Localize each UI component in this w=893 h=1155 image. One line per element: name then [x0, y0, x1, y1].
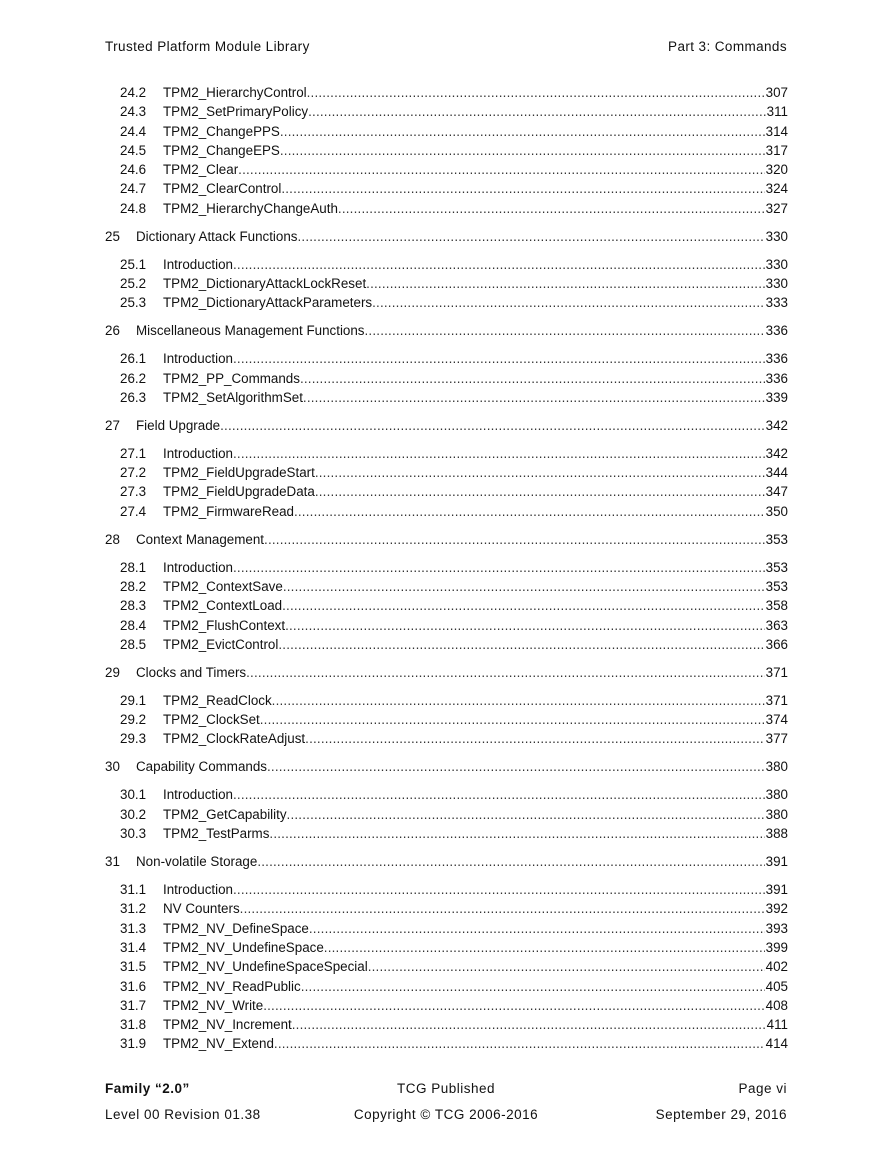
toc-entry-number: 27.4 [120, 503, 147, 519]
toc-entry-page: 330 [765, 256, 788, 272]
toc-dot-leader [272, 691, 765, 710]
toc-dot-leader [368, 957, 765, 976]
toc-entry-title: Introduction [163, 882, 233, 898]
toc-entry-page: 399 [765, 939, 788, 955]
toc-entry-number: 28.1 [120, 559, 147, 575]
toc-entry-page: 358 [765, 598, 788, 614]
toc-dot-leader [233, 558, 765, 577]
toc-entry-page: 391 [765, 854, 788, 870]
toc-entry-title: TPM2_TestParms [163, 826, 270, 842]
toc-section-entry[interactable] [105, 710, 788, 729]
toc-entry-title: TPM2_FlushContext [163, 617, 286, 633]
toc-entry-title: TPM2_SetAlgorithmSet [163, 389, 303, 405]
toc-entry-page: 366 [765, 636, 788, 652]
toc-entry-page: 411 [766, 1017, 788, 1033]
toc-entry-number: 30.1 [120, 787, 147, 803]
toc-entry-number: 24.5 [120, 142, 147, 158]
toc-entry-title: Non-volatile Storage [136, 854, 258, 870]
toc-dot-leader [324, 938, 765, 957]
toc-entry-number: 31.5 [120, 959, 147, 975]
toc-section-entry[interactable] [105, 691, 788, 710]
footer-status: TCG Published [396, 1081, 496, 1096]
toc-entry-number: 28.2 [120, 579, 147, 595]
toc-dot-leader [233, 349, 765, 368]
toc-section-entry[interactable] [105, 1015, 788, 1034]
toc-entry-page: 342 [765, 445, 788, 461]
toc-entry-number: 26 [105, 323, 120, 339]
toc-section-entry[interactable] [105, 141, 788, 160]
toc-entry-title: TPM2_ChangeEPS [163, 142, 280, 158]
toc-entry-page: 374 [765, 712, 788, 728]
toc-section-entry[interactable] [105, 577, 788, 596]
toc-entry-title: Miscellaneous Management Functions [136, 323, 365, 339]
toc-entry-number: 31.1 [120, 882, 147, 898]
toc-section-entry[interactable] [105, 255, 788, 274]
toc-entry-page: 371 [765, 692, 788, 708]
toc-section-entry[interactable] [105, 919, 788, 938]
toc-chapter-entry[interactable] [105, 757, 788, 776]
toc-entry-page: 336 [765, 370, 788, 386]
toc-section-entry[interactable] [105, 293, 788, 312]
toc-entry-page: 311 [766, 104, 788, 120]
toc-entry-number: 30 [105, 759, 120, 775]
toc-chapter-entry[interactable] [105, 530, 788, 549]
toc-dot-leader [308, 102, 766, 121]
toc-section-entry[interactable] [105, 729, 788, 748]
toc-section-entry[interactable] [105, 463, 788, 482]
toc-entry-number: 31.2 [120, 901, 147, 917]
toc-section-entry[interactable] [105, 199, 788, 218]
toc-entry-page: 393 [765, 920, 788, 936]
toc-entry-title: Dictionary Attack Functions [136, 228, 298, 244]
toc-entry-title: TPM2_PP_Commands [163, 370, 300, 386]
toc-section-entry[interactable] [105, 899, 788, 918]
footer-date: September 29, 2016 [655, 1107, 787, 1122]
page-header [105, 39, 787, 57]
toc-entry-page: 324 [765, 181, 788, 197]
toc-dot-leader [264, 530, 765, 549]
toc-entry-page: 350 [765, 503, 788, 519]
toc-entry-number: 24.7 [120, 181, 147, 197]
toc-chapter-entry[interactable] [105, 416, 788, 435]
toc-section-entry[interactable] [105, 938, 788, 957]
toc-entry-title: Introduction [163, 787, 233, 803]
toc-dot-leader [233, 255, 765, 274]
toc-dot-leader [298, 227, 765, 246]
toc-entry-page: 347 [765, 484, 788, 500]
toc-entry-number: 27 [105, 417, 120, 433]
toc-entry-page: 314 [765, 123, 788, 139]
toc-section-entry[interactable] [105, 805, 788, 824]
toc-entry-number: 27.3 [120, 484, 147, 500]
toc-entry-page: 388 [765, 826, 788, 842]
toc-entry-title: TPM2_ContextSave [163, 579, 283, 595]
toc-entry-title: TPM2_NV_Write [163, 997, 264, 1013]
header-part-title: Part 3: Commands [668, 39, 787, 54]
toc-entry-number: 31 [105, 854, 120, 870]
toc-section-entry[interactable] [105, 444, 788, 463]
toc-dot-leader [287, 805, 765, 824]
toc-entry-title: TPM2_ContextLoad [163, 598, 283, 614]
toc-entry-number: 29.1 [120, 692, 147, 708]
footer-level-revision: Level 00 Revision 01.38 [105, 1107, 261, 1122]
toc-entry-number: 31.7 [120, 997, 147, 1013]
toc-entry-page: 330 [765, 276, 788, 292]
toc-entry-number: 26.2 [120, 370, 147, 386]
toc-dot-leader [274, 1034, 765, 1053]
toc-entry-number: 29.3 [120, 731, 147, 747]
toc-dot-leader [246, 663, 765, 682]
toc-entry-number: 27.2 [120, 465, 147, 481]
footer-family: Family “2.0” [105, 1081, 190, 1096]
toc-entry-page: 377 [765, 731, 788, 747]
toc-dot-leader [285, 616, 765, 635]
toc-entry-title: TPM2_SetPrimaryPolicy [163, 104, 309, 120]
toc-dot-leader [315, 482, 765, 501]
toc-chapter-entry[interactable] [105, 852, 788, 871]
toc-entry-number: 27.1 [120, 445, 147, 461]
toc-entry-page: 333 [765, 295, 788, 311]
toc-entry-number: 30.3 [120, 826, 147, 842]
toc-dot-leader [283, 577, 765, 596]
toc-entry-page: 320 [765, 162, 788, 178]
toc-entry-number: 24.4 [120, 123, 147, 139]
toc-entry-title: Field Upgrade [136, 417, 221, 433]
toc-entry-title: TPM2_FieldUpgradeData [163, 484, 315, 500]
toc-dot-leader [372, 293, 765, 312]
toc-entry-page: 317 [765, 142, 788, 158]
toc-dot-leader [292, 1015, 766, 1034]
toc-entry-page: 380 [765, 806, 788, 822]
toc-entry-title: TPM2_FieldUpgradeStart [163, 465, 315, 481]
toc-entry-title: TPM2_GetCapability [163, 806, 287, 822]
toc-section-entry[interactable] [105, 160, 788, 179]
toc-entry-title: TPM2_ReadClock [163, 692, 272, 708]
toc-section-entry[interactable] [105, 83, 788, 102]
toc-entry-title: TPM2_NV_DefineSpace [163, 920, 309, 936]
toc-entry-number: 31.6 [120, 978, 147, 994]
toc-chapter-entry[interactable] [105, 227, 788, 246]
toc-entry-number: 24.8 [120, 200, 147, 216]
toc-dot-leader [307, 83, 765, 102]
toc-entry-title: TPM2_ClockRateAdjust [163, 731, 306, 747]
toc-dot-leader [305, 729, 765, 748]
toc-dot-leader [365, 321, 765, 340]
header-document-title: Trusted Platform Module Library [105, 39, 310, 54]
toc-entry-number: 30.2 [120, 806, 147, 822]
toc-entry-number: 28 [105, 531, 120, 547]
toc-dot-leader [240, 899, 765, 918]
toc-entry-number: 28.4 [120, 617, 147, 633]
toc-entry-page: 353 [765, 531, 788, 547]
toc-entry-title: TPM2_NV_Extend [163, 1036, 274, 1052]
toc-entry-number: 24.3 [120, 104, 147, 120]
toc-chapter-entry[interactable] [105, 663, 788, 682]
toc-section-entry[interactable] [105, 274, 788, 293]
toc-dot-leader [338, 199, 765, 218]
toc-entry-title: Introduction [163, 445, 233, 461]
toc-dot-leader [233, 444, 765, 463]
toc-entry-page: 339 [765, 389, 788, 405]
toc-entry-page: 353 [765, 579, 788, 595]
toc-entry-page: 392 [765, 901, 788, 917]
toc-entry-title: TPM2_ClearControl [163, 181, 282, 197]
toc-entry-page: 336 [765, 323, 788, 339]
toc-dot-leader [233, 785, 765, 804]
toc-section-entry[interactable] [105, 388, 788, 407]
toc-dot-leader [309, 919, 765, 938]
toc-entry-title: Capability Commands [136, 759, 267, 775]
toc-entry-title: TPM2_Clear [163, 162, 239, 178]
toc-entry-title: TPM2_FirmwareRead [163, 503, 294, 519]
toc-section-entry[interactable] [105, 957, 788, 976]
toc-section-entry[interactable] [105, 179, 788, 198]
toc-entry-number: 25.2 [120, 276, 147, 292]
toc-entry-title: Clocks and Timers [136, 664, 247, 680]
toc-section-entry[interactable] [105, 502, 788, 521]
toc-entry-title: NV Counters [163, 901, 240, 917]
toc-entry-number: 29 [105, 664, 120, 680]
toc-dot-leader [267, 757, 765, 776]
toc-entry-page: 307 [765, 85, 788, 100]
toc-section-entry[interactable] [105, 996, 788, 1015]
table-of-contents [105, 83, 788, 1054]
toc-entry-page: 344 [765, 465, 788, 481]
toc-dot-leader [303, 388, 765, 407]
footer-copyright: Copyright © TCG 2006-2016 [353, 1107, 539, 1122]
toc-entry-number: 25 [105, 228, 120, 244]
toc-entry-number: 24.2 [120, 85, 147, 100]
toc-entry-title: TPM2_HierarchyControl [163, 85, 307, 100]
toc-section-entry[interactable] [105, 824, 788, 843]
toc-entry-number: 25.3 [120, 295, 147, 311]
toc-section-entry[interactable] [105, 122, 788, 141]
toc-dot-leader [300, 369, 765, 388]
toc-entry-title: TPM2_HierarchyChangeAuth [163, 200, 338, 216]
toc-section-entry[interactable] [105, 349, 788, 368]
toc-dot-leader [233, 880, 765, 899]
toc-entry-title: TPM2_DictionaryAttackParameters [163, 295, 373, 311]
toc-entry-page: 336 [765, 351, 788, 367]
toc-section-entry[interactable] [105, 102, 788, 121]
toc-entry-title: TPM2_NV_ReadPublic [163, 978, 301, 994]
toc-entry-title: TPM2_NV_UndefineSpaceSpecial [163, 959, 368, 975]
toc-entry-number: 25.1 [120, 256, 147, 272]
toc-section-entry[interactable] [105, 880, 788, 899]
toc-dot-leader [260, 710, 765, 729]
toc-entry-page: 363 [765, 617, 788, 633]
toc-entry-title: TPM2_NV_UndefineSpace [163, 939, 324, 955]
toc-entry-page: 353 [765, 559, 788, 575]
toc-section-entry[interactable] [105, 482, 788, 501]
toc-dot-leader [315, 463, 765, 482]
toc-entry-number: 31.9 [120, 1036, 147, 1052]
toc-entry-title: Context Management [136, 531, 265, 547]
toc-dot-leader [263, 996, 764, 1015]
toc-entry-number: 26.3 [120, 389, 147, 405]
toc-entry-page: 380 [765, 759, 788, 775]
toc-dot-leader [280, 122, 765, 141]
toc-section-entry[interactable] [105, 558, 788, 577]
toc-section-entry[interactable] [105, 616, 788, 635]
toc-section-entry[interactable] [105, 977, 788, 996]
toc-entry-number: 29.2 [120, 712, 147, 728]
toc-section-entry[interactable] [105, 369, 788, 388]
toc-entry-title: Introduction [163, 256, 233, 272]
toc-entry-number: 28.3 [120, 598, 147, 614]
toc-entry-title: TPM2_ClockSet [163, 712, 260, 728]
toc-dot-leader [294, 502, 765, 521]
toc-entry-number: 31.3 [120, 920, 147, 936]
toc-section-entry[interactable] [105, 785, 788, 804]
toc-dot-leader [282, 596, 765, 615]
toc-chapter-entry[interactable] [105, 321, 788, 340]
toc-section-entry[interactable] [105, 635, 788, 654]
toc-entry-number: 26.1 [120, 351, 147, 367]
toc-entry-number: 31.8 [120, 1017, 147, 1033]
toc-section-entry[interactable] [105, 596, 788, 615]
toc-entry-page: 408 [765, 997, 788, 1013]
toc-entry-page: 414 [765, 1036, 788, 1052]
toc-entry-title: TPM2_DictionaryAttackLockReset [163, 276, 367, 292]
toc-section-entry[interactable] [105, 1034, 788, 1053]
toc-entry-number: 31.4 [120, 939, 147, 955]
toc-entry-title: TPM2_ChangePPS [163, 123, 280, 139]
toc-entry-number: 24.6 [120, 162, 147, 178]
toc-dot-leader [238, 160, 764, 179]
toc-entry-page: 380 [765, 787, 788, 803]
toc-dot-leader [257, 852, 764, 871]
toc-entry-page: 405 [765, 978, 788, 994]
toc-dot-leader [281, 179, 764, 198]
toc-dot-leader [301, 977, 765, 996]
toc-entry-page: 391 [765, 882, 788, 898]
toc-dot-leader [366, 274, 764, 293]
toc-dot-leader [278, 635, 764, 654]
footer-page-number: Page vi [738, 1081, 787, 1096]
toc-dot-leader [280, 141, 765, 160]
toc-entry-page: 327 [765, 200, 788, 216]
toc-entry-number: 28.5 [120, 636, 147, 652]
toc-dot-leader [269, 824, 764, 843]
toc-entry-title: Introduction [163, 351, 233, 367]
toc-entry-page: 402 [765, 959, 788, 975]
toc-entry-title: Introduction [163, 559, 233, 575]
toc-entry-page: 342 [765, 417, 788, 433]
toc-entry-title: TPM2_NV_Increment [163, 1017, 292, 1033]
toc-entry-page: 330 [765, 228, 788, 244]
toc-entry-title: TPM2_EvictControl [163, 636, 279, 652]
toc-dot-leader [220, 416, 765, 435]
toc-entry-page: 371 [765, 664, 788, 680]
